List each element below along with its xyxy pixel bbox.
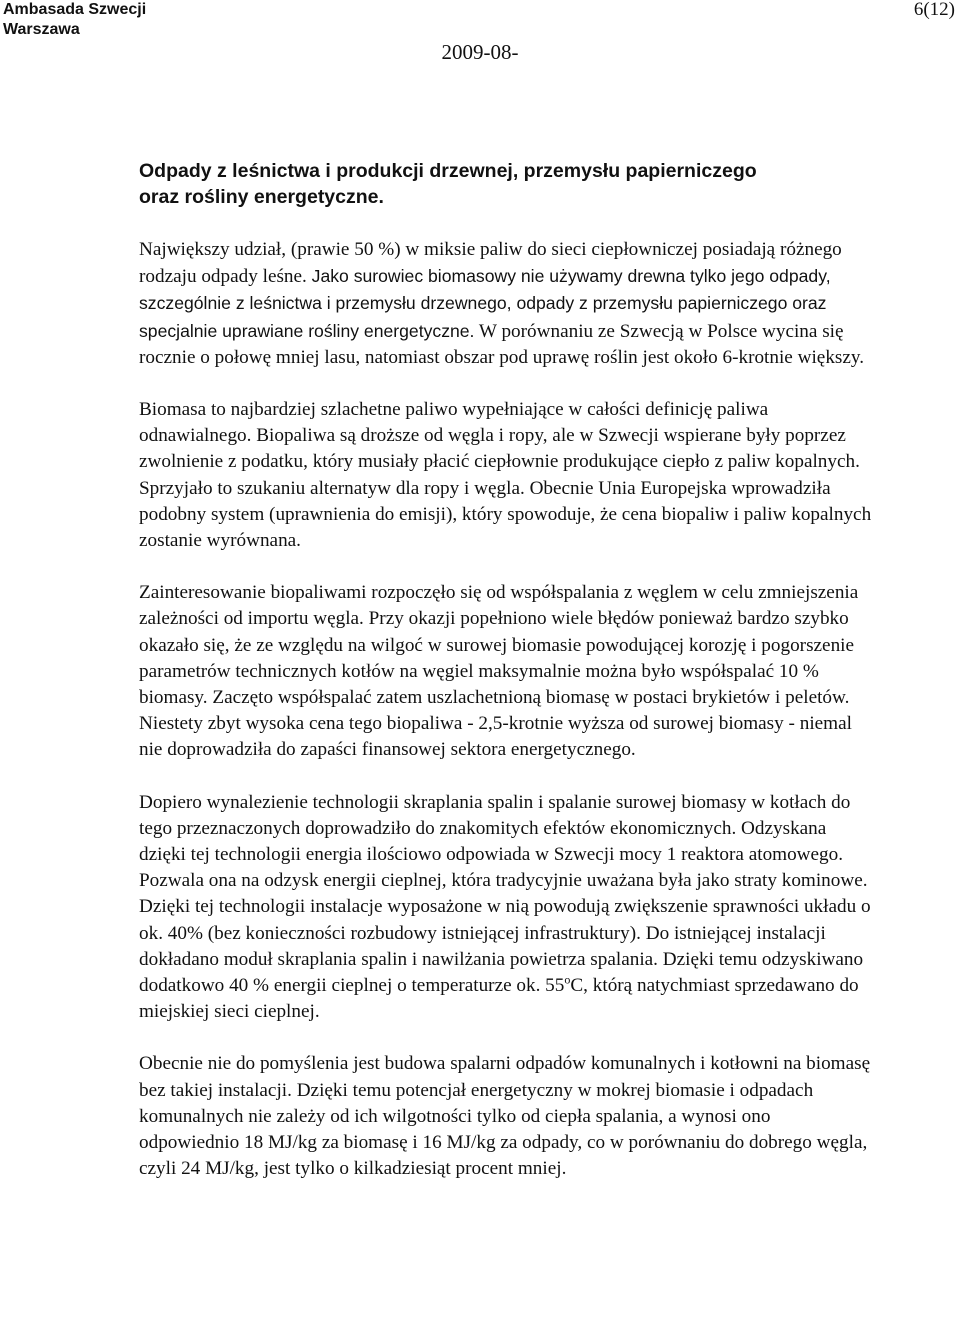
degree-superscript: o bbox=[564, 972, 571, 987]
paragraph-1-part-b: Jako surowiec biomasowy nie używamy drewna tylko jego odpady, szczególnie z leśnictwa i przemysłu drzewnego, odpady z przemysłu papierniczego oraz specjalnie uprawiane rośliny energetyczne. bbox=[139, 266, 831, 341]
page-number: 6(12) bbox=[913, 0, 955, 20]
section-heading-line1: Odpady z leśnictwa i produkcji drzewnej, przemysłu papierniczego bbox=[139, 160, 757, 182]
paragraph-4-part-b: C, którą natychmiast sprzedawano do miejskiej sieci cieplnej. bbox=[139, 975, 859, 1023]
header-city: Warszawa bbox=[3, 21, 80, 38]
paragraph-1-part-a: Największy udział, (prawie 50 %) w miksie paliw do sieci ciepłowniczej posiadają różnego rodzaju odpady leśne. bbox=[139, 239, 842, 288]
header-date: 2009-08- bbox=[441, 40, 519, 64]
paragraph-4-part-a: Dopiero wynalezienie technologii skraplania spalin i spalanie surowej biomasy w kotłach do tego przeznaczonych doprowadziło do znakomitych efektów ekonomicznych. Odzyskana dzięki tej technologii energia ilościowo odpowiada w Szwecji mocy 1 reaktora atomowego. Pozwala ona na odzysk energii cieplnej, która tradycyjnie uważana była jako straty kominowe. Dzięki tej technologii instalacje wyposażone w nią powodują zwiększenie sprawności układu o ok. 40% (bez konieczności rozbudowy istniejącej infrastruktury). Do istniejącej instalacji dokładano moduł skraplania spalin i nawilżania powietrza spalania. Dzięki temu odzyskiwano dodatkowo 40 % energii cieplnej o temperaturze ok. 55 bbox=[139, 791, 871, 997]
paragraph-1-part-c: W porównaniu ze Szwecją w Polsce wycina się rocznie o połowę mniej lasu, natomiast obszar pod uprawę roślin jest około 6-krotnie większy. bbox=[139, 320, 865, 368]
paragraph-2: Biomasa to najbardziej szlachetne paliwo wypełniające w całości definicję paliwa odnawialnego. Biopaliwa są droższe od węgla i ropy, ale w Szwecji wspierane były poprzez zwolnienie z podatku, który musiały płacić ciepłownie produkujące ciepło z paliw kopalnych. Sprzyjało to szukaniu alternatyw dla ropy i węgla. Obecnie Unia Europejska wprowadziła podobny system (uprawnienia do emisji), który spowoduje, że cena biopaliw i paliw kopalnych zostanie wyrównana. bbox=[139, 399, 872, 552]
header-org-name: Ambasada Szwecji bbox=[3, 1, 147, 18]
section-heading-line2: oraz rośliny energetyczne. bbox=[139, 186, 384, 208]
paragraph-5: Obecnie nie do pomyślenia jest budowa spalarni odpadów komunalnych i kotłowni na biomasę bez takiej instalacji. Dzięki temu potencjał energetyczny w mokrej biomasie i odpadach komunalnych nie zależy od ich wilgotności tylko od ciepła spalania, a wynosi ono odpowiednio 18 MJ/kg za biomasę i 16 MJ/kg za odpady, co w porównaniu do dobrego węgla, czyli 24 MJ/kg, jest tylko o kilkadziesiąt procent mniej. bbox=[139, 1053, 871, 1180]
section-heading bbox=[139, 158, 874, 210]
paragraph-4 bbox=[139, 790, 874, 1026]
paragraph-3: Zainteresowanie biopaliwami rozpoczęło się od współspalania z węglem w celu zmniejszenia zależności od importu węgla. Przy okazji popełniono wiele błędów ponieważ bardzo szybko okazało się, że ze względu na wilgoć w surowej biomasie powodującej korozję i pogorszenie parametrów technicznych kotłów na węgiel maksymalnie można było współspalać 10 % biomasy. Zaczęto współspalać zatem uszlachetnioną biomasę w postaci brykietów i peletów. Niestety zbyt wysoka cena tego biopaliwa - 2,5-krotnie wyższa od surowej biomasy - niemal nie doprowadziła do zapaści finansowej sektora energetycznego. bbox=[139, 582, 859, 761]
paragraph-1 bbox=[139, 237, 874, 371]
document-body bbox=[139, 158, 874, 1183]
header-organization bbox=[3, 0, 146, 40]
